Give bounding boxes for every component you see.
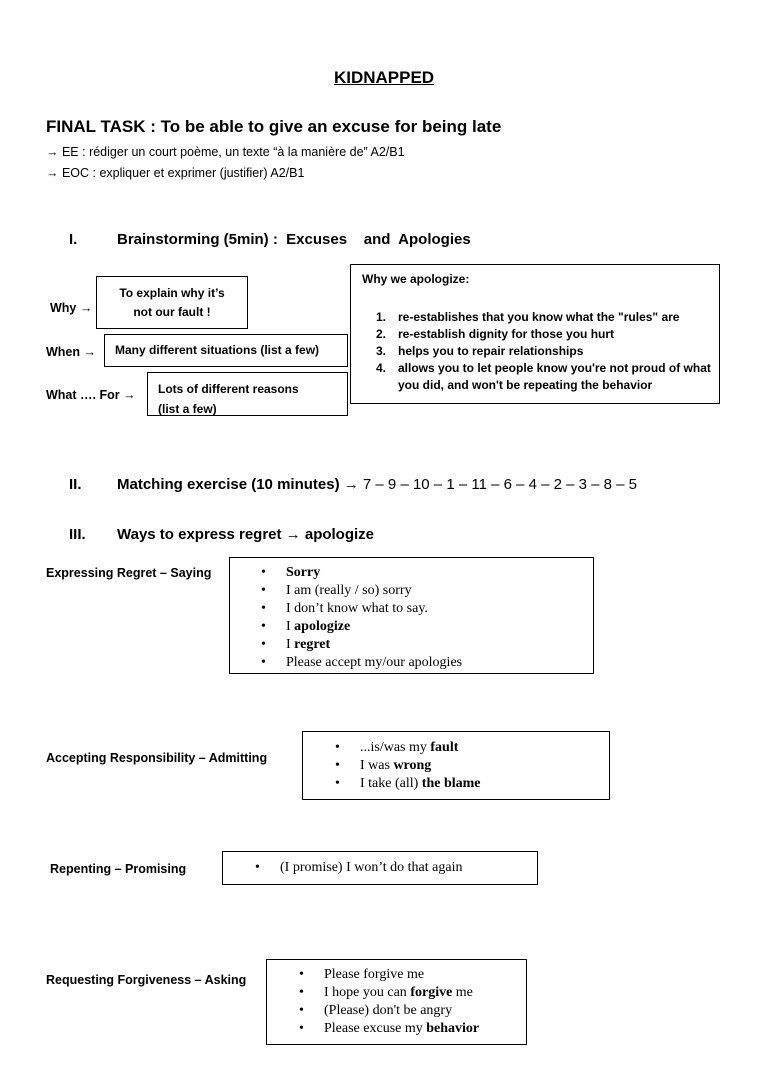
list-item: • (I promise) I won’t do that again bbox=[255, 859, 537, 877]
section-1-title: Brainstorming (5min) : Excuses and Apologies bbox=[117, 231, 471, 248]
list-item: • Please accept my/our apologies bbox=[261, 654, 593, 672]
expressing-regret-list bbox=[261, 564, 593, 672]
why-box-line-2: not our fault ! bbox=[133, 305, 211, 319]
list-item: 1. re-establishes that you know what the "rules" are bbox=[376, 310, 680, 324]
expressing-regret-label: Expressing Regret – Saying bbox=[46, 566, 212, 580]
requesting-forgiveness-box bbox=[266, 959, 527, 1045]
when-box bbox=[104, 334, 348, 367]
why-we-apologize-box bbox=[350, 264, 720, 404]
page-title: KIDNAPPED bbox=[333, 68, 435, 87]
what-for-box-line-2: (list a few) bbox=[158, 402, 217, 416]
list-item: • I don’t know what to say. bbox=[261, 600, 593, 618]
list-item: 4. allows you to let people know you're not proud of what you did, and won't be repeating the behavior bbox=[376, 361, 711, 392]
why-box bbox=[96, 276, 248, 329]
section-1-number: I. bbox=[69, 231, 78, 248]
list-item: • I hope you can forgive me bbox=[299, 984, 526, 1002]
section-2-title bbox=[117, 476, 637, 493]
when-box-text: Many different situations (list a few) bbox=[115, 343, 320, 357]
what-for-box-line-1: Lots of different reasons bbox=[158, 382, 299, 396]
accepting-responsibility-list bbox=[335, 739, 609, 793]
list-item: • I apologize bbox=[261, 618, 593, 636]
list-item: 2. re-establish dignity for those you hurt bbox=[376, 327, 615, 341]
why-we-apologize-title: Why we apologize: bbox=[362, 272, 470, 286]
final-task: FINAL TASK : To be able to give an excuse for being late bbox=[46, 117, 502, 136]
why-box-line-1: To explain why it’s bbox=[119, 286, 225, 300]
list-item: 3. helps you to repair relationships bbox=[376, 344, 584, 358]
list-item: • Please forgive me bbox=[299, 966, 526, 984]
list-item: • I regret bbox=[261, 636, 593, 654]
list-item: • I take (all) the blame bbox=[335, 775, 609, 793]
section-3-title: Ways to express regret → apologize bbox=[117, 526, 375, 543]
requesting-forgiveness-list bbox=[299, 966, 526, 1038]
objective-eoc: → EOC : expliquer et exprimer (justifier) A2/B1 bbox=[46, 166, 305, 180]
why-we-apologize-list bbox=[362, 309, 711, 394]
list-item: • (Please) don't be angry bbox=[299, 1002, 526, 1020]
list-item: • Sorry bbox=[261, 564, 593, 582]
objective-ee: → EE : rédiger un court poème, un texte “à la manière de” A2/B1 bbox=[46, 145, 405, 159]
what-for-box bbox=[147, 372, 348, 416]
expressing-regret-box bbox=[229, 557, 594, 674]
list-item: • I was wrong bbox=[335, 757, 609, 775]
what-for-label: What …. For → bbox=[46, 388, 136, 402]
accepting-responsibility-label: Accepting Responsibility – Admitting bbox=[46, 751, 268, 765]
why-label: Why → bbox=[50, 301, 93, 315]
repenting-box bbox=[222, 851, 538, 885]
matching-answer: → 7 – 9 – 10 – 1 – 11 – 6 – 4 – 2 – 3 – 8 – 5 bbox=[339, 476, 638, 493]
section-3-number: III. bbox=[69, 526, 86, 543]
section-2-number: II. bbox=[69, 476, 82, 493]
list-item: • Please excuse my behavior bbox=[299, 1020, 526, 1038]
repenting-label: Repenting – Promising bbox=[50, 862, 187, 876]
section-2-title-text: Matching exercise (10 minutes) bbox=[117, 476, 340, 493]
list-item: • ...is/was my fault bbox=[335, 739, 609, 757]
when-label: When → bbox=[46, 345, 96, 359]
repenting-list bbox=[255, 859, 537, 877]
list-item: • I am (really / so) sorry bbox=[261, 582, 593, 600]
requesting-forgiveness-label: Requesting Forgiveness – Asking bbox=[46, 973, 247, 987]
accepting-responsibility-box bbox=[302, 731, 610, 800]
